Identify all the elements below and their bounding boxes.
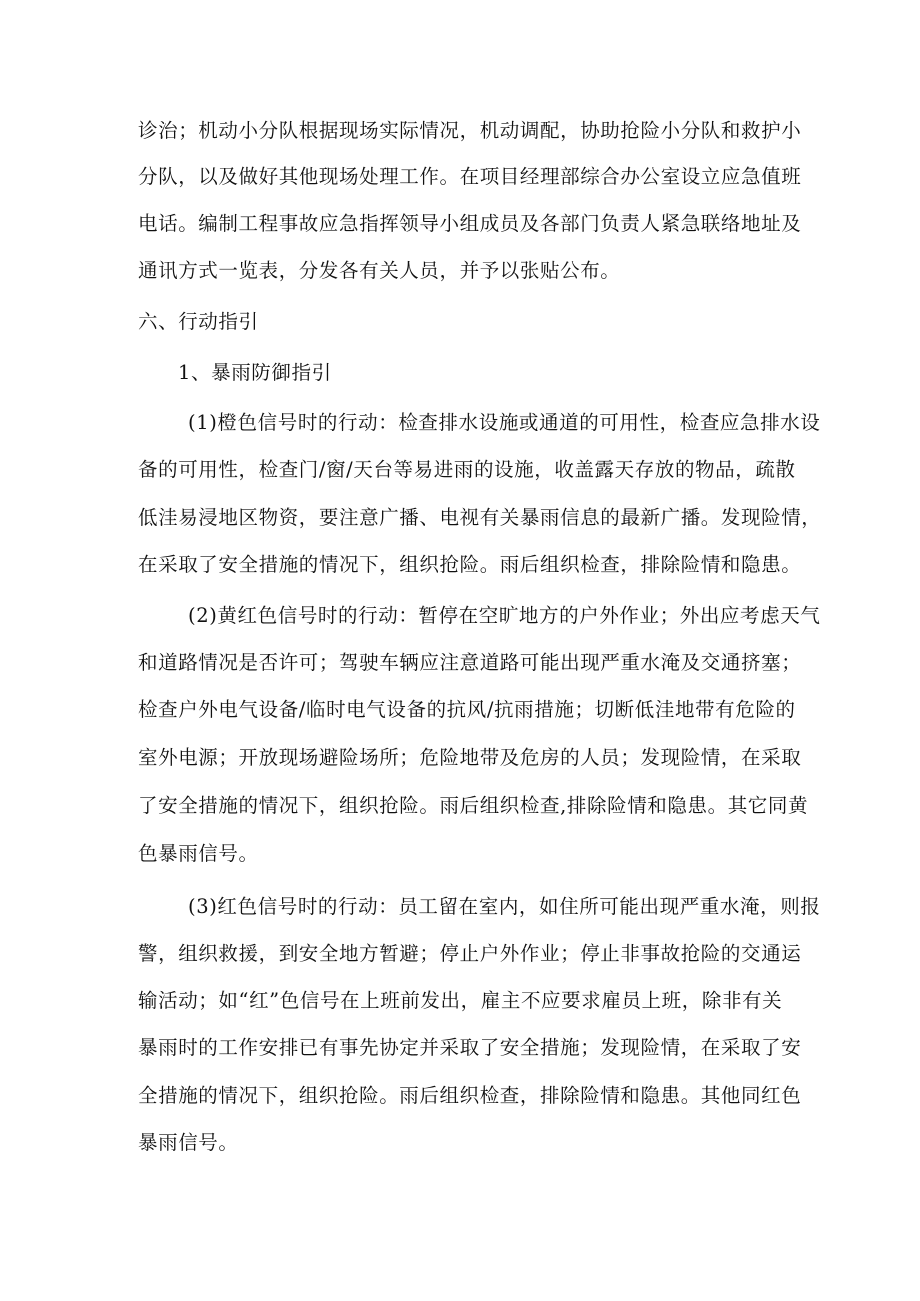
text-line: 色暴雨信号。: [138, 842, 259, 865]
text-line: (2)黄红色信号时的行动：暂停在空旷地方的户外作业；外出应考虑天气: [188, 604, 821, 627]
text-line: 低洼易浸地区物资，要注意广播、电视有关暴雨信息的最新广播。发现险情，: [138, 506, 822, 529]
text-line: (3)红色信号时的行动：员工留在室内，如住所可能出现严重水淹，则报: [188, 895, 821, 918]
text-line: 通讯方式一览表，分发各有关人员，并予以张贴公布。: [138, 259, 621, 282]
text-line: 室外电源；开放现场避险场所；危险地带及危房的人员；发现险情，在采取: [138, 746, 802, 769]
text-line: 暴雨时的工作安排已有事先协定并采取了安全措施；发现险情，在采取了安: [138, 1036, 802, 1059]
text-line: 输活动；如“红”色信号在上班前发出，雇主不应要求雇员上班，除非有关: [138, 989, 783, 1012]
text-line: 检查户外电气设备/临时电气设备的抗风/抗雨措施；切断低洼地带有危险的: [138, 698, 796, 721]
subsection-heading: 1、暴雨防御指引: [178, 361, 332, 384]
section-heading: 六、行动指引: [138, 310, 259, 333]
text-line: 分队，以及做好其他现场处理工作。在项目经理部综合办公室设立应急值班: [138, 165, 802, 188]
text-line: 在采取了安全措施的情况下，组织抢险。雨后组织检查，排除险情和隐患。: [138, 553, 802, 576]
text-line: 暴雨信号。: [138, 1131, 239, 1154]
text-line: 全措施的情况下，组织抢险。雨后组织检查，排除险情和隐患。其他同红色: [138, 1084, 802, 1107]
text-line: 警，组织救援，到安全地方暂避；停止户外作业；停止非事故抢险的交通运: [138, 942, 802, 965]
text-line: 备的可用性，检查门/窗/天台等易进雨的设施，收盖露天存放的物品，疏散: [138, 458, 796, 481]
text-line: 电话。编制工程事故应急指挥领导小组成员及各部门负责人紧急联络地址及: [138, 212, 802, 235]
text-line: (1)橙色信号时的行动：检查排水设施或通道的可用性，检查应急排水设: [188, 411, 821, 434]
text-line: 诊治；机动小分队根据现场实际情况，机动调配，协助抢险小分队和救护小: [138, 119, 802, 142]
text-line: 了安全措施的情况下，组织抢险。雨后组织检查,排除险情和隐患。其它同黄: [138, 794, 809, 817]
text-line: 和道路情况是否许可；驾驶车辆应注意道路可能出现严重水淹及交通挤塞；: [138, 651, 802, 674]
